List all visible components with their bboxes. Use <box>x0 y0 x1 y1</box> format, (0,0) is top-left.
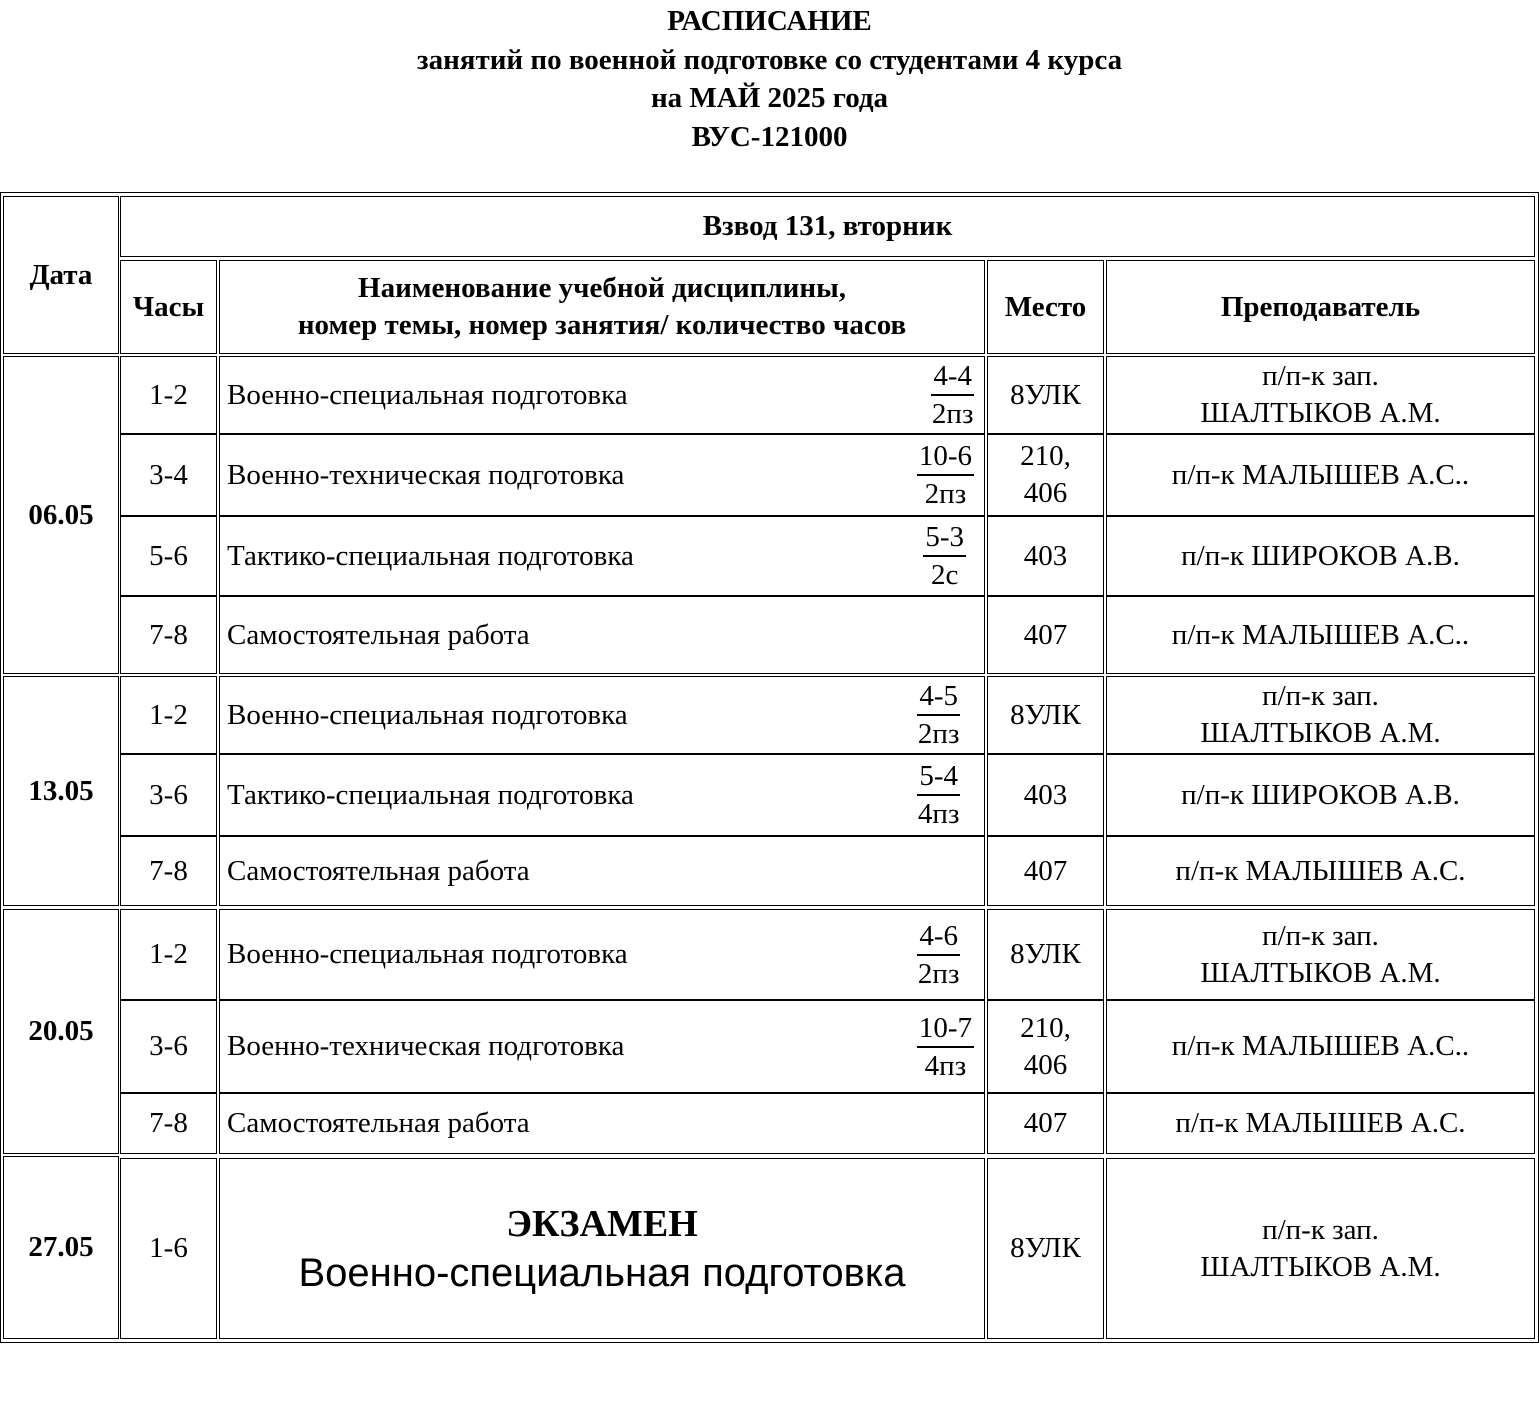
hours-cell: 3-4 <box>120 434 217 516</box>
topic-number: 5-3 <box>923 519 966 557</box>
teacher-cell: п/п-к зап. ШАЛТЫКОВ А.М. <box>1106 356 1535 434</box>
hours-cell: 5-6 <box>120 516 217 596</box>
hours-cell: 1-2 <box>120 909 217 1000</box>
date-cell: 20.05 <box>3 909 119 1154</box>
lesson-hours: 4пз <box>917 798 960 830</box>
place-cell: 210, 406 <box>987 1000 1104 1093</box>
subject-cell <box>219 676 985 754</box>
subject-name: Военно-специальная подготовка <box>227 938 628 970</box>
header-subject-line1: Наименование учебной дисциплины, <box>358 272 846 304</box>
topic-fraction <box>917 438 974 512</box>
place-cell: 8УЛК <box>987 356 1104 434</box>
hours-cell: 3-6 <box>120 1000 217 1093</box>
hours-cell: 1-2 <box>120 356 217 434</box>
subject-cell <box>219 356 985 434</box>
place-cell: 407 <box>987 1093 1104 1154</box>
topic-fraction <box>917 758 960 832</box>
subject-name: Самостоятельная работа <box>227 618 530 651</box>
teacher-cell: п/п-к зап. ШАЛТЫКОВ А.М. <box>1106 1158 1535 1339</box>
subject-cell <box>219 909 985 1000</box>
lesson-hours: 2пз <box>931 398 974 430</box>
topic-fraction <box>931 358 974 432</box>
exam-subject: Военно-специальная подготовка <box>298 1250 906 1295</box>
teacher-cell: п/п-к ШИРОКОВ А.В. <box>1106 754 1535 836</box>
header-date: Дата <box>3 196 119 354</box>
lesson-hours: 4пз <box>924 1049 967 1082</box>
subject-cell <box>219 516 985 596</box>
place-cell: 8УЛК <box>987 909 1104 1000</box>
exam-title: ЭКЗАМЕН <box>506 1202 698 1245</box>
topic-number: 4-4 <box>931 358 974 396</box>
teacher-cell: п/п-к МАЛЫШЕВ А.С. <box>1106 1093 1535 1154</box>
date-cell: 06.05 <box>3 356 119 674</box>
exam-cell <box>219 1158 985 1339</box>
subject-name: Тактико-специальная подготовка <box>227 778 634 811</box>
hours-cell: 7-8 <box>120 1093 217 1154</box>
subject-name: Военно-техническая подготовка <box>227 1030 625 1062</box>
topic-number: 5-4 <box>917 758 960 796</box>
subject-cell <box>219 596 985 674</box>
subject-cell <box>219 754 985 836</box>
hours-cell: 1-2 <box>120 676 217 754</box>
lesson-hours: 2пз <box>917 957 960 990</box>
subject-cell <box>219 1000 985 1093</box>
teacher-cell: п/п-к МАЛЫШЕВ А.С.. <box>1106 434 1535 516</box>
place-cell: 407 <box>987 596 1104 674</box>
place-cell: 210, 406 <box>987 434 1104 516</box>
subject-name: Тактико-специальная подготовка <box>227 539 634 572</box>
place-cell: 403 <box>987 754 1104 836</box>
teacher-cell: п/п-к зап. ШАЛТЫКОВ А.М. <box>1106 909 1535 1000</box>
date-cell: 27.05 <box>3 1156 119 1339</box>
hours-cell: 3-6 <box>120 754 217 836</box>
header-hours: Часы <box>120 260 217 354</box>
heading-title: РАСПИСАНИЕ <box>667 5 872 37</box>
header-place: Место <box>987 260 1104 354</box>
header-group: Взвод 131, вторник <box>120 196 1535 257</box>
topic-number: 10-7 <box>917 1010 974 1048</box>
subject-cell <box>219 434 985 516</box>
header-subject-line2: номер темы, номер занятия/ количество часов <box>297 309 907 341</box>
lesson-hours: 2с <box>930 559 959 591</box>
lesson-hours: 2пз <box>917 718 960 750</box>
topic-fraction <box>917 678 960 752</box>
hours-cell: 7-8 <box>120 596 217 674</box>
topic-number: 10-6 <box>917 438 974 476</box>
teacher-cell: п/п-к МАЛЫШЕВ А.С.. <box>1106 1000 1535 1093</box>
date-cell: 13.05 <box>3 676 119 906</box>
hours-cell: 7-8 <box>120 836 217 906</box>
teacher-cell: п/п-к ШИРОКОВ А.В. <box>1106 516 1535 596</box>
page-heading <box>0 2 1539 156</box>
topic-fraction <box>923 519 966 593</box>
place-cell: 403 <box>987 516 1104 596</box>
place-cell: 8УЛК <box>987 1158 1104 1339</box>
subject-cell <box>219 836 985 906</box>
heading-period: на МАЙ 2025 года <box>650 82 889 114</box>
teacher-cell: п/п-к зап. ШАЛТЫКОВ А.М. <box>1106 676 1535 754</box>
subject-name: Военно-техническая подготовка <box>227 458 625 491</box>
teacher-cell: п/п-к МАЛЫШЕВ А.С.. <box>1106 596 1535 674</box>
topic-number: 4-5 <box>917 678 960 716</box>
heading-specialty: ВУС-121000 <box>691 120 848 153</box>
subject-name: Военно-специальная подготовка <box>227 378 628 411</box>
lesson-hours: 2пз <box>924 478 967 510</box>
subject-name: Самостоятельная работа <box>227 854 530 887</box>
heading-subtitle: занятий по военной подготовке со студентами 4 курса <box>416 43 1123 76</box>
topic-fraction <box>917 918 960 992</box>
teacher-cell: п/п-к МАЛЫШЕВ А.С. <box>1106 836 1535 906</box>
hours-cell: 1-6 <box>120 1158 217 1339</box>
topic-number: 4-6 <box>917 918 960 956</box>
subject-name: Военно-специальная подготовка <box>227 698 628 731</box>
place-cell: 8УЛК <box>987 676 1104 754</box>
subject-name: Самостоятельная работа <box>227 1107 530 1139</box>
topic-fraction <box>917 1010 974 1084</box>
header-subject <box>219 260 985 354</box>
header-teacher: Преподаватель <box>1106 260 1535 354</box>
place-cell: 407 <box>987 836 1104 906</box>
subject-cell <box>219 1093 985 1154</box>
